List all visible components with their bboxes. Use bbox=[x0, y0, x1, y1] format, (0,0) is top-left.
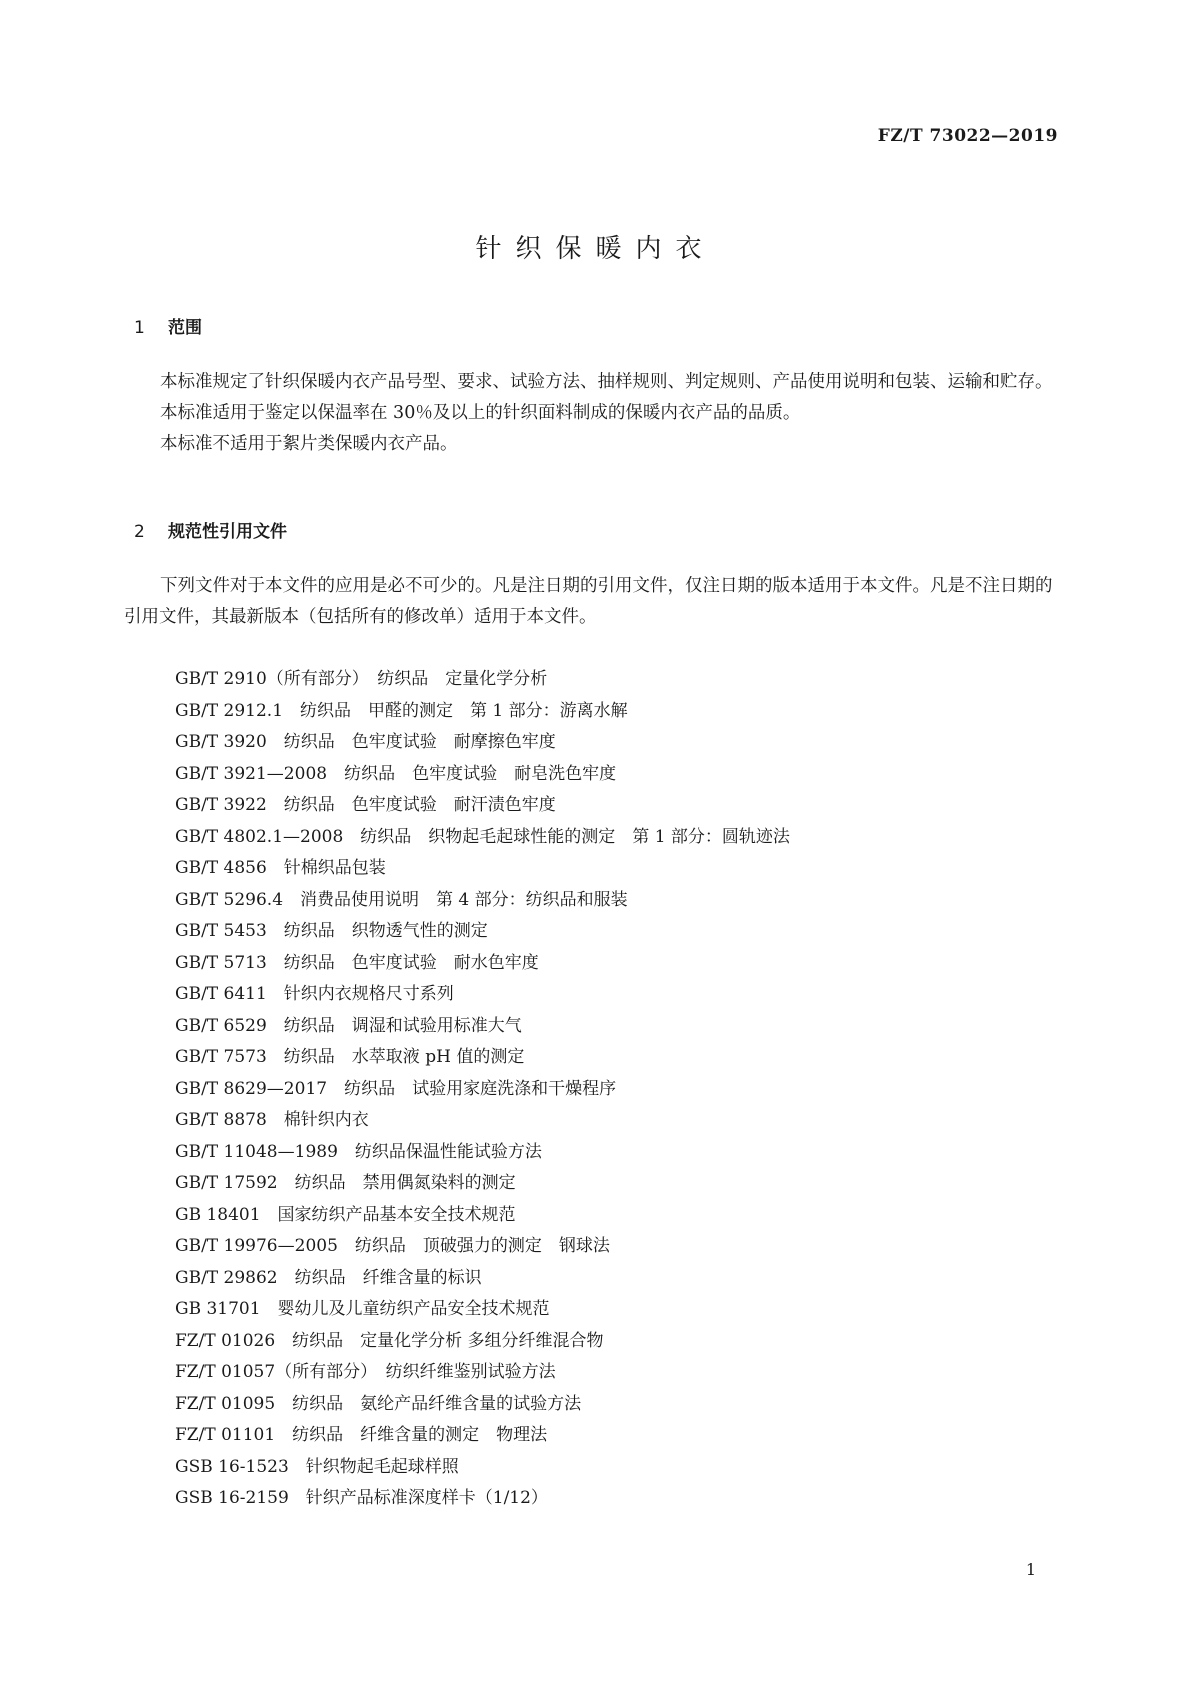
section-1-title: 范围 bbox=[168, 318, 202, 338]
scope-paragraph: 本标准规定了针织保暖内衣产品号型、要求、试验方法、抽样规则、判定规则、产品使用说明和包装、运输和贮存。 bbox=[160, 372, 1053, 392]
reference-item: GB/T 8878 棉针织内衣 bbox=[175, 1110, 369, 1130]
scope-paragraph: 本标准适用于鉴定以保温率在 30％及以上的针织面料制成的保暖内衣产品的品质。 bbox=[160, 403, 801, 423]
references-intro: 下列文件对于本文件的应用是必不可少的。凡是注日期的引用文件，仅注日期的版本适用于本文件。凡是不注日期的引用文件，其最新版本（包括所有的修改单）适用于本文件。 bbox=[124, 576, 1053, 627]
reference-item: GB/T 29862 纺织品 纤维含量的标识 bbox=[175, 1267, 482, 1288]
reference-item: GB/T 5296.4 消费品使用说明 第 4 部分：纺织品和服装 bbox=[175, 889, 628, 910]
section-2-intro bbox=[124, 571, 1064, 633]
reference-item: GB/T 4802.1—2008 纺织品 织物起毛起球性能的测定 第 1 部分：圆轨迹法 bbox=[175, 826, 790, 847]
reference-item: FZ/T 01095 纺织品 氨纶产品纤维含量的试验方法 bbox=[175, 1393, 582, 1414]
reference-item: GB/T 3921—2008 纺织品 色牢度试验 耐皂洗色牢度 bbox=[175, 763, 617, 784]
standard-code: FZ/T 73022—2019 bbox=[877, 126, 1058, 146]
section-2-number: 2 bbox=[134, 522, 145, 542]
reference-item: GB/T 3920 纺织品 色牢度试验 耐摩擦色牢度 bbox=[175, 732, 556, 752]
reference-item: GB 31701 婴幼儿及儿童纺织产品安全技术规范 bbox=[175, 1299, 550, 1319]
reference-item: GB 18401 国家纺织产品基本安全技术规范 bbox=[175, 1204, 516, 1225]
section-1-body bbox=[124, 367, 1064, 460]
reference-item: GB/T 2910（所有部分） 纺织品 定量化学分析 bbox=[175, 669, 548, 689]
section-2-heading bbox=[134, 517, 287, 542]
reference-item: GB/T 6411 针织内衣规格尺寸系列 bbox=[175, 984, 454, 1004]
reference-item: GSB 16-2159 针织产品标准深度样卡（1/12） bbox=[175, 1488, 548, 1508]
reference-item: GB/T 2912.1 纺织品 甲醛的测定 第 1 部分：游离水解 bbox=[175, 700, 628, 721]
reference-item: FZ/T 01101 纺织品 纤维含量的测定 物理法 bbox=[175, 1425, 548, 1445]
reference-item: FZ/T 01026 纺织品 定量化学分析 多组分纤维混合物 bbox=[175, 1330, 604, 1351]
section-1-number: 1 bbox=[134, 318, 145, 338]
section-2-title: 规范性引用文件 bbox=[168, 522, 287, 542]
page-number: 1 bbox=[1025, 1560, 1036, 1579]
reference-item: GB/T 19976—2005 纺织品 顶破强力的测定 钢球法 bbox=[175, 1236, 610, 1256]
reference-item: GB/T 17592 纺织品 禁用偶氮染料的测定 bbox=[175, 1173, 516, 1193]
document-title: 针织保暖内衣 bbox=[475, 234, 716, 264]
reference-item: GB/T 11048—1989 纺织品保温性能试验方法 bbox=[175, 1141, 542, 1162]
reference-item: GB/T 5713 纺织品 色牢度试验 耐水色牢度 bbox=[175, 952, 539, 973]
reference-item: FZ/T 01057（所有部分） 纺织纤维鉴别试验方法 bbox=[175, 1362, 556, 1382]
reference-item: GB/T 7573 纺织品 水萃取液 pH 值的测定 bbox=[175, 1047, 525, 1067]
reference-list bbox=[175, 664, 790, 1515]
reference-item: GB/T 4856 针棉织品包装 bbox=[175, 858, 386, 878]
reference-item: GB/T 6529 纺织品 调湿和试验用标准大气 bbox=[175, 1015, 522, 1036]
reference-item: GB/T 3922 纺织品 色牢度试验 耐汗渍色牢度 bbox=[175, 795, 556, 815]
reference-item: GB/T 8629—2017 纺织品 试验用家庭洗涤和干燥程序 bbox=[175, 1078, 617, 1099]
scope-paragraph: 本标准不适用于絮片类保暖内衣产品。 bbox=[160, 434, 458, 454]
reference-item: GSB 16-1523 针织物起毛起球样照 bbox=[175, 1456, 459, 1477]
section-1-heading bbox=[134, 313, 202, 338]
reference-item: GB/T 5453 纺织品 织物透气性的测定 bbox=[175, 921, 488, 941]
